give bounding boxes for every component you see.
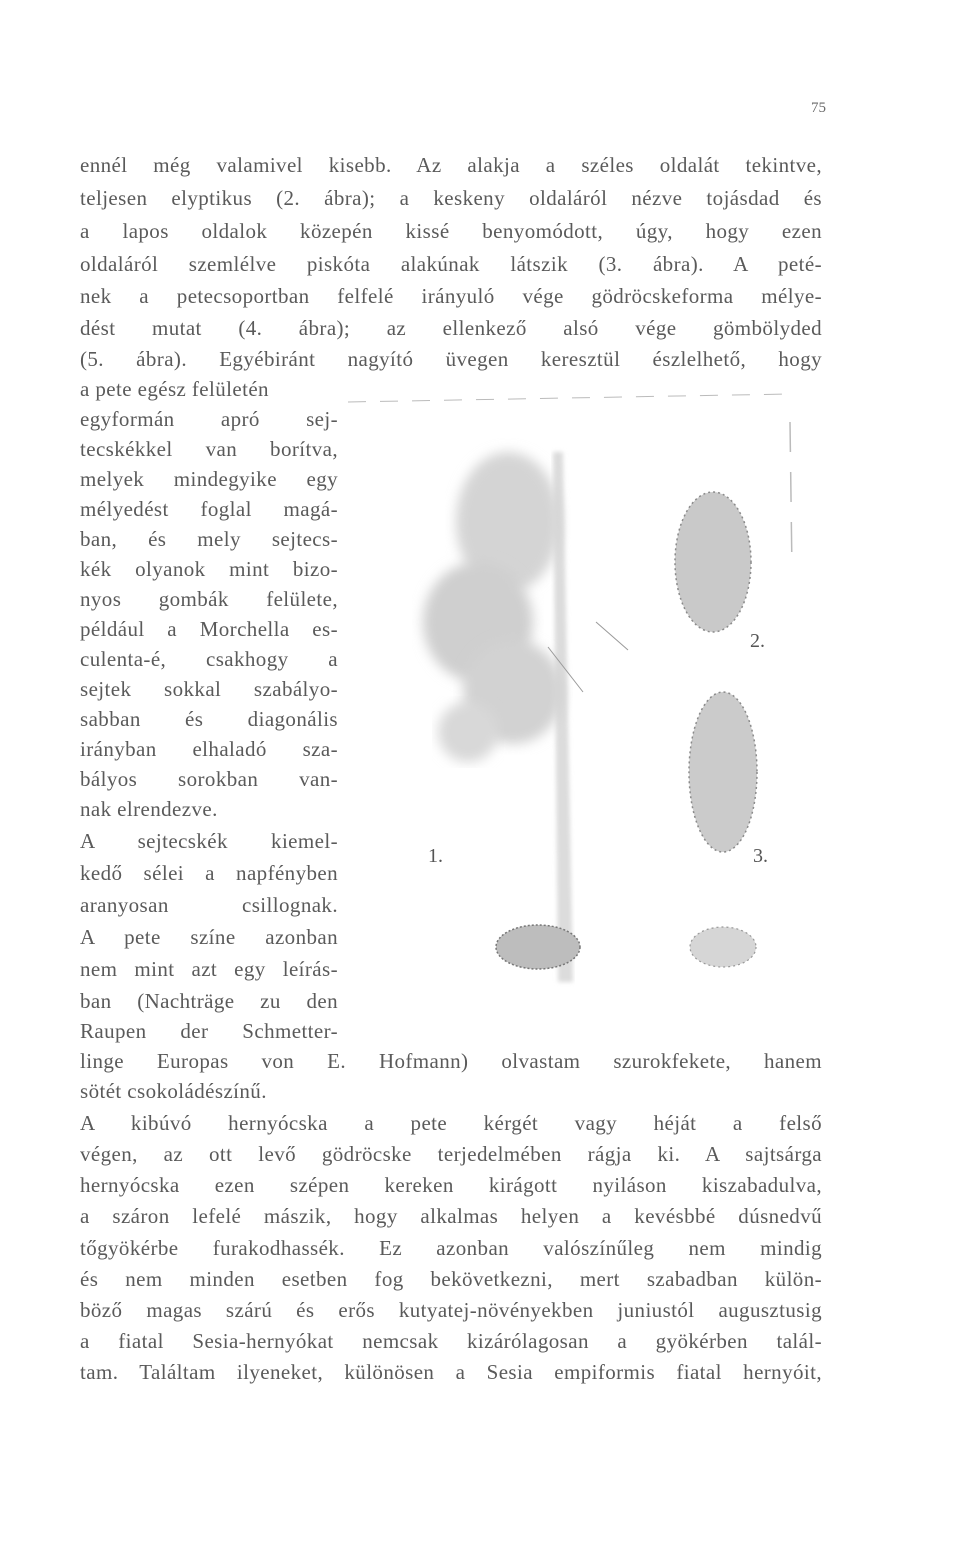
text-line: dést mutat (4. ábra); az ellenkező alsó vége gömbölyded [80,316,822,340]
egg-fig2 [675,492,751,632]
text-line: Raupen der Schmetter- [80,1019,338,1043]
text-line: irányban elhaladó sza- [80,737,338,761]
egg-illustration [348,392,818,992]
figure-label-3: 3. [753,845,768,867]
egg-fig4 [496,925,580,969]
egg-fig5 [690,927,756,967]
text-line: például a Morchella es- [80,617,338,641]
text-line: ban (Nachträge zu den [80,989,338,1013]
page-number: 75 [811,100,826,116]
text-line: a száron lefelé mászik, hogy alkalmas helyen a kevésbbé dúsnedvű [80,1204,822,1228]
egg-cluster-fig1 [423,452,563,762]
text-line: sötét csokoládészínű. [80,1079,267,1103]
text-line: teljesen elyptikus (2. ábra); a keskeny oldaláról nézve tojásdad és [80,186,822,210]
text-line: kék olyanok mint bizo- [80,557,338,581]
text-line: culenta-é, csakhogy a [80,647,338,671]
text-line: egyformán apró sej- [80,407,338,431]
text-line: végen, az ott levő gödröcske terjedelmében rágja ki. A sajtsárga [80,1142,822,1166]
text-line: oldaláról szemlélve piskóta alakúnak látszik (3. ábra). A peté- [80,252,822,276]
text-line: sabban és diagonális [80,707,338,731]
frame-line [348,394,788,402]
text-line: A kibúvó hernyócska a pete kérgét vagy héját a felső [80,1111,822,1135]
text-line: (5. ábra). Egyébiránt nagyító üvegen keresztül észlelhető, hogy [80,347,822,371]
text-line: nem mint azt egy leírás- [80,957,338,981]
text-line: hernyócska ezen szépen kereken kirágott nyiláson kiszabadulva, [80,1173,822,1197]
figure-label-1: 1. [428,845,443,867]
text-line: ban, és mely sejtecs- [80,527,338,551]
text-line: a fiatal Sesia-hernyókat nemcsak kizárólagosan a gyökérben talál- [80,1329,822,1353]
text-line: nek a petecsoportban felfelé irányuló vége gödröcskeforma mélye- [80,284,822,308]
text-line: kedő sélei a napfényben [80,861,338,885]
figure-label-2: 2. [750,630,765,652]
text-line: ennél még valamivel kisebb. Az alakja a széles oldalát tekintve, [80,153,822,177]
text-line: böző magas szárú és erős kutyatej-növényekben juniustól augusztusig [80,1298,822,1322]
frame-line [790,422,792,572]
text-line: nak elrendezve. [80,797,218,821]
text-line: tőgyökérbe furakodhassék. Ez azonban valószínűleg nem mindig [80,1236,822,1260]
text-line: melyek mindegyike egy [80,467,338,491]
egg-figure-svg [348,392,818,992]
egg-fig3 [689,692,757,852]
text-line: A pete színe azonban [80,925,338,949]
text-line: bályos sorokban van- [80,767,338,791]
text-line: sejtek sokkal szabályo- [80,677,338,701]
text-line: a lapos oldalok közepén kissé benyomódott, úgy, hogy ezen [80,219,822,243]
text-line: linge Europas von E. Hofmann) olvastam szurokfekete, hanem [80,1049,822,1073]
pointer-line [596,622,628,650]
text-line: a pete egész felületén [80,377,269,401]
text-line: tam. Találtam ilyeneket, különösen a Sesia empiformis fiatal hernyóit, [80,1360,822,1384]
text-line: A sejtecskék kiemel- [80,829,338,853]
text-line: nyos gombák felülete, [80,587,338,611]
text-line: és nem minden esetben fog bekövetkezni, mert szabadban külön- [80,1267,822,1291]
text-line: tecskékkel van borítva, [80,437,338,461]
text-line: mélyedést foglal magá- [80,497,338,521]
text-line: aranyosan csillognak. [80,893,338,917]
